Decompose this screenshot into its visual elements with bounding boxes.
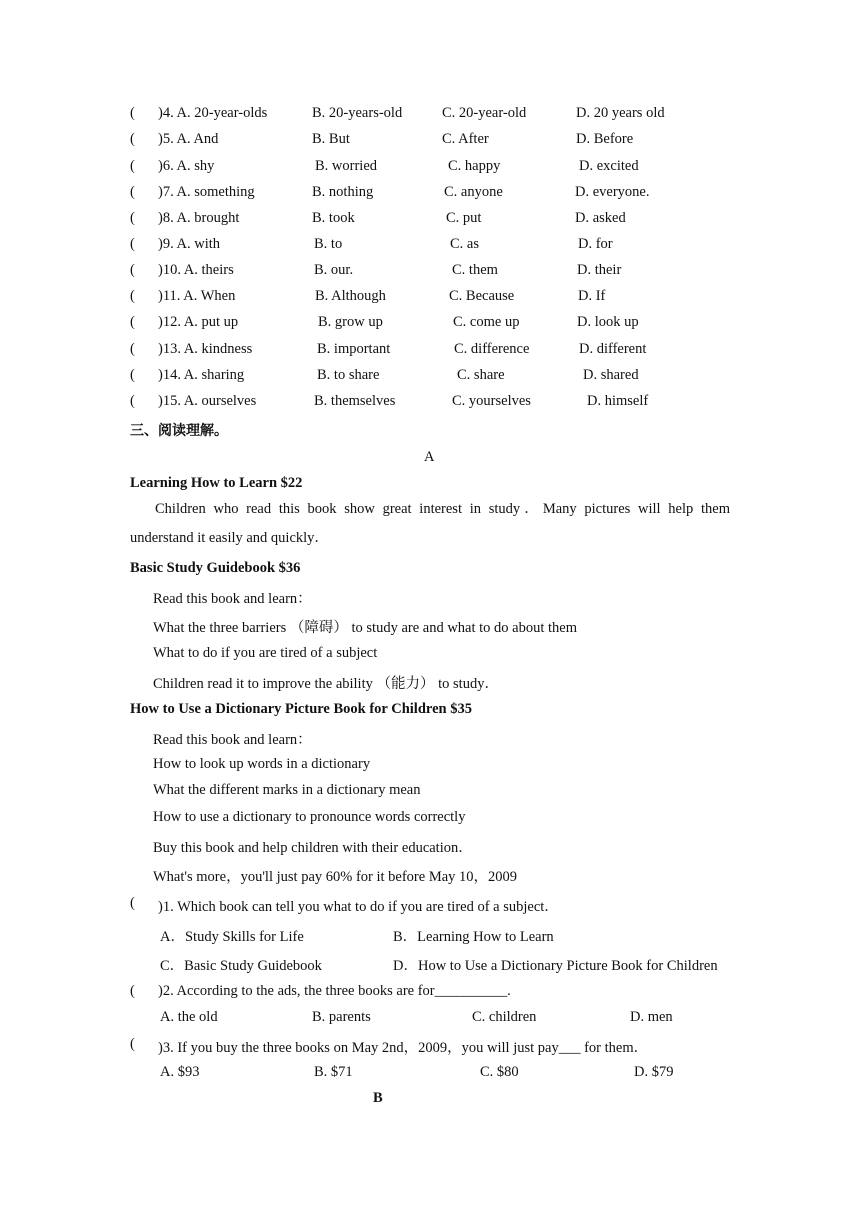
answer-paren: ( [130, 236, 135, 252]
option-d: D. If [578, 288, 606, 304]
book2-line: What the three barriers （障碍） to study are and what to do about them [153, 620, 578, 636]
option-b: B. $71 [314, 1064, 353, 1080]
question-paren: ( [130, 983, 135, 999]
option-d: D. men [630, 1009, 673, 1025]
book1-description: Children who read this book show great interest in study．Many pictures will help them understand it easily and quickly． [130, 501, 730, 546]
book3-line: How to use a dictionary to pronounce words correctly [153, 809, 466, 825]
book3-title: How to Use a Dictionary Picture Book for Children $35 [130, 701, 472, 717]
question-stem: )2. According to the ads, the three books are for__________. [158, 983, 511, 999]
option-d: D. excited [579, 158, 639, 174]
cloze-question-row [130, 184, 750, 204]
option-c: C. anyone [444, 184, 503, 200]
option-d: D. himself [587, 393, 649, 409]
question-paren: ( [130, 1036, 135, 1052]
option-b: B. grow up [318, 314, 383, 330]
option-c: C. 20-year-old [442, 105, 527, 121]
question-paren: ( [130, 895, 135, 911]
answer-paren: ( [130, 105, 135, 121]
question-number-option-a: )4. A. 20-year-olds [158, 105, 268, 121]
option-b: B. took [312, 210, 355, 226]
option-a: A. $93 [160, 1064, 200, 1080]
answer-paren: ( [130, 393, 135, 409]
option-d: D. $79 [634, 1064, 674, 1080]
option-a: A．Study Skills for Life [160, 929, 304, 945]
option-c: C. difference [454, 341, 530, 357]
option-c: C. Because [449, 288, 515, 304]
question-number-option-a: )10. A. theirs [158, 262, 234, 278]
option-d: D. for [578, 236, 613, 252]
answer-paren: ( [130, 341, 135, 357]
option-c: C. children [472, 1009, 537, 1025]
option-b: B. to share [317, 367, 380, 383]
book3-line: How to look up words in a dictionary [153, 756, 371, 772]
answer-paren: ( [130, 288, 135, 304]
option-b: B. parents [312, 1009, 371, 1025]
option-d: D. Before [576, 131, 634, 147]
option-b: B. our. [314, 262, 354, 278]
option-b: B. worried [315, 158, 378, 174]
option-c: C. them [452, 262, 498, 278]
cloze-question-row [130, 131, 750, 151]
option-d: D. their [577, 262, 622, 278]
option-d: D. asked [575, 210, 626, 226]
section-title: 三、阅读理解。 [130, 423, 228, 439]
cloze-question-row [130, 236, 750, 256]
question-number-option-a: )8. A. brought [158, 210, 240, 226]
answer-paren: ( [130, 262, 135, 278]
cloze-question-row [130, 341, 750, 361]
option-b: B．Learning How to Learn [393, 929, 554, 945]
cloze-question-row [130, 393, 750, 413]
option-b: B. But [312, 131, 350, 147]
question-number-option-a: )15. A. ourselves [158, 393, 257, 409]
book3-line: Buy this book and help children with their education． [153, 840, 473, 856]
cloze-question-row [130, 158, 750, 178]
cloze-question-row [130, 105, 750, 125]
option-b: B. 20-years-old [312, 105, 403, 121]
option-c: C. put [446, 210, 482, 226]
option-d: D. everyone. [575, 184, 650, 200]
option-d: D. shared [583, 367, 639, 383]
option-b: B. nothing [312, 184, 374, 200]
option-c: C. After [442, 131, 489, 147]
question-number-option-a: )6. A. shy [158, 158, 215, 174]
cloze-question-row [130, 210, 750, 230]
answer-paren: ( [130, 184, 135, 200]
option-b: B. to [314, 236, 343, 252]
option-d: D. look up [577, 314, 639, 330]
option-c: C. $80 [480, 1064, 519, 1080]
option-c: C. as [450, 236, 479, 252]
option-b: B. themselves [314, 393, 396, 409]
cloze-question-row [130, 262, 750, 282]
passage-b-label: B [373, 1090, 383, 1106]
book2-line: Children read it to improve the ability （能力） to study． [153, 676, 499, 692]
passage-a-label: A [424, 449, 435, 465]
option-c: C. share [457, 367, 505, 383]
cloze-question-row [130, 367, 750, 387]
question-stem: )1. Which book can tell you what to do if you are tired of a subject． [158, 899, 559, 915]
book3-line: What's more，you'll just pay 60% for it before May 10，2009 [153, 869, 518, 885]
book2-line: What to do if you are tired of a subject [153, 645, 378, 661]
book3-line: Read this book and learn： [153, 732, 312, 748]
book1-title: Learning How to Learn $22 [130, 475, 303, 491]
question-number-option-a: )7. A. something [158, 184, 255, 200]
option-d: D. 20 years old [576, 105, 665, 121]
option-b: B. Although [315, 288, 386, 304]
answer-paren: ( [130, 210, 135, 226]
option-c: C. yourselves [452, 393, 531, 409]
option-b: B. important [317, 341, 391, 357]
question-stem: )3. If you buy the three books on May 2nd，2009，you will just pay___ for them． [158, 1040, 649, 1056]
book3-line: What the different marks in a dictionary mean [153, 782, 421, 798]
option-d: D．How to Use a Dictionary Picture Book for Children [393, 958, 718, 974]
question-number-option-a: )9. A. with [158, 236, 221, 252]
option-d: D. different [579, 341, 647, 357]
option-a: A. the old [160, 1009, 218, 1025]
question-number-option-a: )14. A. sharing [158, 367, 245, 383]
question-number-option-a: )5. A. And [158, 131, 219, 147]
cloze-question-row [130, 314, 750, 334]
option-c: C. come up [453, 314, 520, 330]
answer-paren: ( [130, 367, 135, 383]
question-number-option-a: )11. A. When [158, 288, 236, 304]
book2-title: Basic Study Guidebook $36 [130, 560, 301, 576]
option-c: C. happy [448, 158, 501, 174]
option-c: C．Basic Study Guidebook [160, 958, 322, 974]
answer-paren: ( [130, 158, 135, 174]
question-number-option-a: )12. A. put up [158, 314, 239, 330]
answer-paren: ( [130, 131, 135, 147]
question-number-option-a: )13. A. kindness [158, 341, 253, 357]
book2-line: Read this book and learn： [153, 591, 312, 607]
cloze-question-row [130, 288, 750, 308]
answer-paren: ( [130, 314, 135, 330]
